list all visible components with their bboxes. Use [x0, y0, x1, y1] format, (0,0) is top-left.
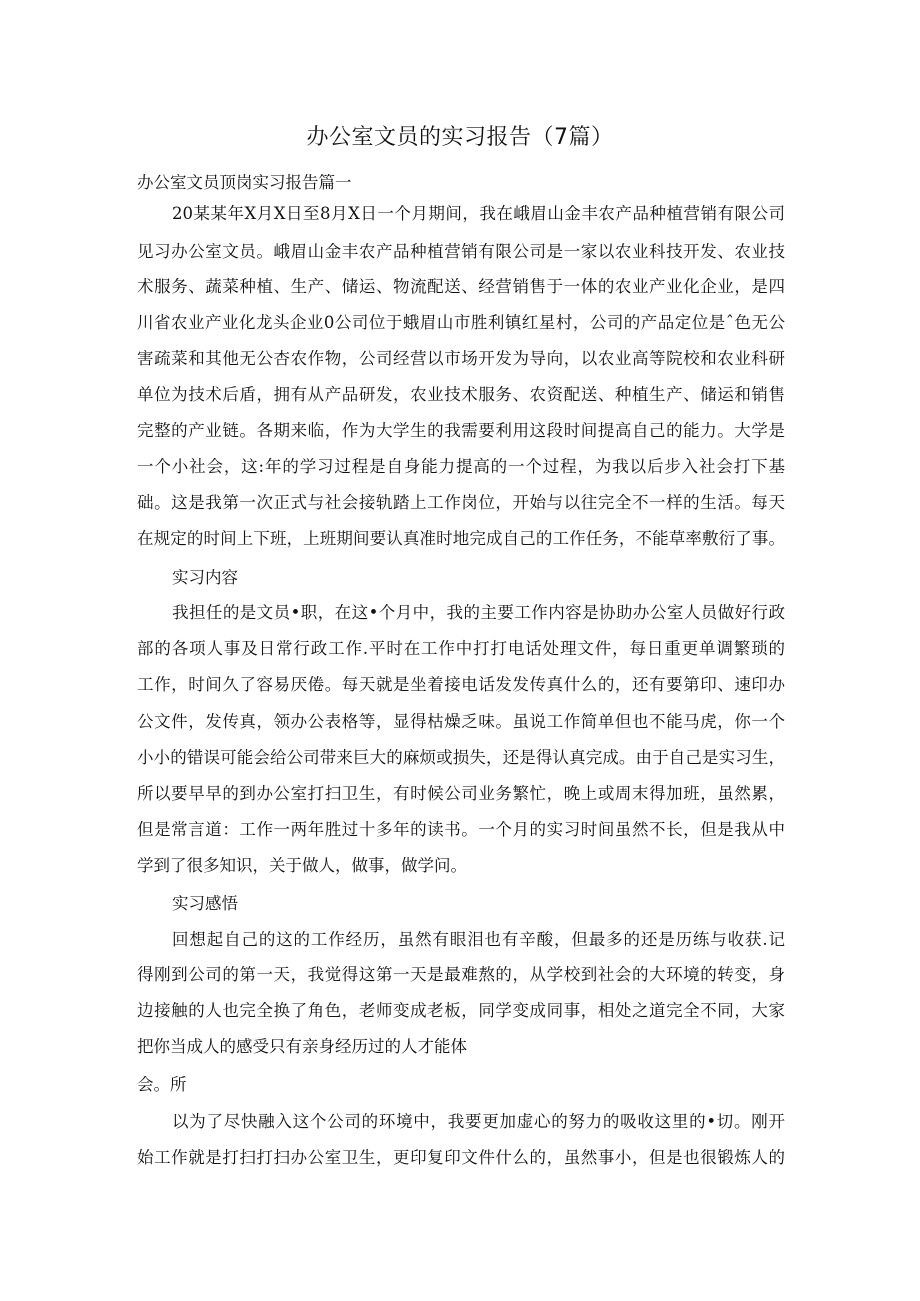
paragraph-line: 础。这是我第一次正式与社会接轨踏上工作岗位，开始与以往完全不一样的生活。每天 [137, 493, 785, 512]
paragraph-line: 见习办公室文员。峨眉山金丰农产品种植营销有限公司是一家以农业科技开发、农业技 [137, 242, 785, 261]
paragraph-line: 学到了很多知识，关于做人，做事，做学问。 [137, 856, 467, 875]
paragraph-line: 会。所 [137, 1075, 187, 1094]
paragraph-line: 川省农业产业化龙头企业0公司位于蛾眉山市胜利镇红星村，公司的产品定位是ˆ色无公 [137, 313, 785, 332]
section-heading: 办公室文员顶岗实习报告篇一 [137, 173, 352, 192]
paragraph-line: 部的各项人事及日常行政工作.平时在工作中打打电话处理文件，每日重更单调繁琐的 [137, 639, 785, 658]
paragraph-line: 始工作就是打扫打扫办公室卫生，更印复印文件什么的，虽然事小，但是也很锻炼人的 [137, 1148, 785, 1167]
paragraph-line: 害疏菜和其他无公杏农作物，公司经营以市场开发为导向，以农业高等院校和农业科研 [137, 349, 785, 368]
document-title: 办公室文员的实习报告（7篇） [306, 125, 614, 150]
paragraph-line: 单位为技术后盾，拥有从产品研发，农业技术服务、农资配送、种植生产、储运和销售 [137, 385, 785, 404]
paragraph-line: 完整的产业链。各期来临，作为大学生的我需要利用这段时间提高自己的能力。大学是 [137, 421, 785, 440]
paragraph-line: 回想起自己的这的工作经历，虽然有眼泪也有辛酸，但最多的还是历练与收获.记 [172, 930, 785, 949]
section-heading: 实习内容 [172, 568, 238, 587]
paragraph-line: 我担任的是文员•职，在这•个月中，我的主要工作内容是协助办公室人员做好行政 [172, 603, 785, 622]
section-heading: 实习感悟 [172, 894, 238, 913]
paragraph-line: 把你当成人的感受只有亲身经历过的人才能体 [137, 1037, 467, 1056]
paragraph-line: 得刚到公司的第一天，我觉得这第一天是最难熬的，从学校到社会的大环境的转变，身 [137, 965, 785, 984]
paragraph-line: 所以要早早的到办公室打扫卫生，有时候公司业务繁忙，晚上或周末得加班，虽然累， [137, 784, 785, 803]
paragraph-line: 工作，时间久了容易厌倦。每天就是坐着接电话发发传真什么的，还有要第印、速印办 [137, 675, 785, 694]
paragraph-line: 小小的错误可能会给公司带来巨大的麻烦或损失，还是得认真完成。由于自己是实习生， [137, 748, 785, 767]
paragraph-line: 一个小社会，这:年的学习过程是自身能力提高的一个过程，为我以后步入社会打下基 [137, 457, 785, 476]
paragraph-line: 边接触的人也完全换了角色，老师变成老板，同学变成同事，相处之道完全不同，大家 [137, 1001, 785, 1020]
paragraph-line: 以为了尽快融入这个公司的环境中，我要更加虚心的努力的吸收这里的•切。刚开 [172, 1112, 785, 1131]
paragraph-line: 但是常言道：工作一两年胜过十多年的读书。一个月的实习时间虽然不长，但是我从中 [137, 820, 785, 839]
paragraph-line: 20某某年X月X日至8月X日一个月期间，我在峨眉山金丰农产品种植营销有限公司 [172, 204, 785, 223]
paragraph-line: 公文件，发传真，领办公表格等，显得枯燥乏味。虽说工作简单但也不能马虎，你一个 [137, 712, 785, 731]
paragraph-line: 在规定的时间上下班，上班期间要认真准时地完成自己的工作任务，不能草率敷衍了事。 [137, 529, 785, 548]
paragraph-line: 术服务、蔬菜种植、生产、储运、物流配送、经营销售于一体的农业产业化企业，是四 [137, 277, 785, 296]
